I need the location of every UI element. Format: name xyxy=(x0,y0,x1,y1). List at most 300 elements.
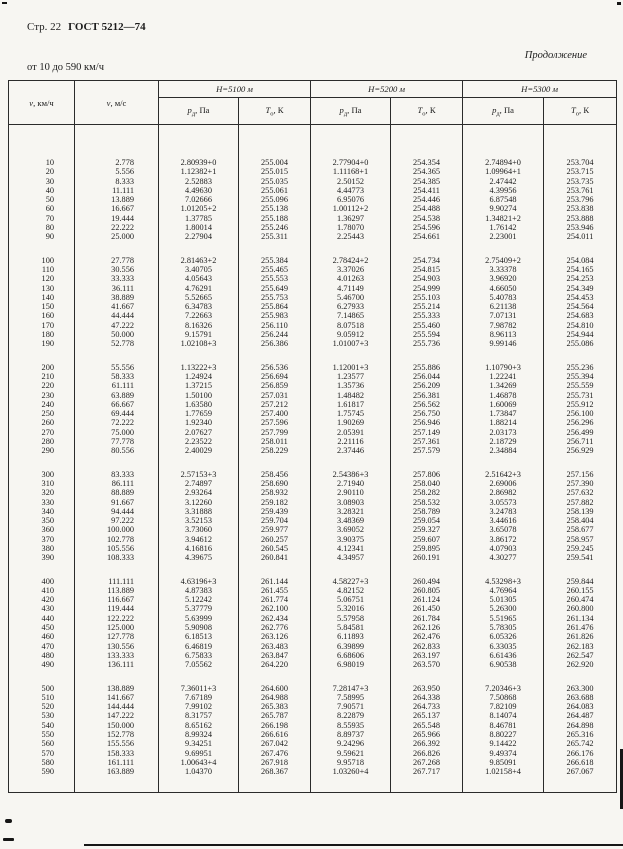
cell: 2.27904 xyxy=(159,232,239,241)
cell: 258.229 xyxy=(239,446,311,455)
spacer-cell xyxy=(75,125,159,159)
cell: 262.434 xyxy=(239,614,311,623)
cell: 264.988 xyxy=(239,693,311,702)
cell: 253.704 xyxy=(544,158,617,167)
cell: 255.736 xyxy=(391,339,463,348)
cell: 4.87383 xyxy=(159,586,239,595)
cell: 83.333 xyxy=(75,470,159,479)
cell: 9.95718 xyxy=(311,758,391,767)
cell: 258.011 xyxy=(239,437,311,446)
cell: 260.841 xyxy=(239,553,311,562)
spacer-cell xyxy=(9,125,75,159)
cell: 1.92340 xyxy=(159,418,239,427)
cell: 265.966 xyxy=(391,730,463,739)
cell: 1.12382+1 xyxy=(159,167,239,176)
spacer-cell xyxy=(9,563,75,577)
cell: 8.07518 xyxy=(311,321,391,330)
table-row xyxy=(9,339,617,348)
cell: 520 xyxy=(9,702,75,711)
document-number: ГОСТ 5212—74 xyxy=(68,21,146,33)
cell: 1.34269 xyxy=(463,381,544,390)
cell: 4.05643 xyxy=(159,274,239,283)
cell: 261.144 xyxy=(239,577,311,586)
cell: 254.365 xyxy=(391,167,463,176)
cell: 4.49630 xyxy=(159,186,239,195)
spacer-cell xyxy=(463,242,544,256)
table-row xyxy=(9,177,617,186)
scan-artifact-blob xyxy=(5,819,12,823)
cell: 36.111 xyxy=(75,284,159,293)
table-row xyxy=(9,767,617,776)
cell: 255.236 xyxy=(544,363,617,372)
cell: 7.67189 xyxy=(159,693,239,702)
cell: 256.536 xyxy=(239,363,311,372)
cell: 270 xyxy=(9,428,75,437)
cell: 259.327 xyxy=(391,525,463,534)
table-row xyxy=(9,418,617,427)
cell: 3.69052 xyxy=(311,525,391,534)
table-row xyxy=(9,311,617,320)
cell: 3.94612 xyxy=(159,535,239,544)
spacer-row xyxy=(9,670,617,684)
cell: 38.889 xyxy=(75,293,159,302)
spacer-cell xyxy=(544,125,617,159)
cell: 1.02158+4 xyxy=(463,767,544,776)
cell: 41.667 xyxy=(75,302,159,311)
cell: 61.111 xyxy=(75,381,159,390)
cell: 256.386 xyxy=(239,339,311,348)
spacer-cell xyxy=(544,456,617,470)
col-header-temperature-5100: $T_о$, К xyxy=(239,98,311,125)
table-row xyxy=(9,284,617,293)
cell: 254.815 xyxy=(391,265,463,274)
cell: 257.156 xyxy=(544,470,617,479)
cell: 3.33378 xyxy=(463,265,544,274)
spacer-cell xyxy=(75,242,159,256)
cell: 263.950 xyxy=(391,684,463,693)
cell: 1.76142 xyxy=(463,223,544,232)
cell: 260.155 xyxy=(544,586,617,595)
cell: 400 xyxy=(9,577,75,586)
cell: 130.556 xyxy=(75,642,159,651)
cell: 6.21138 xyxy=(463,302,544,311)
cell: 255.035 xyxy=(239,177,311,186)
table-row xyxy=(9,642,617,651)
cell: 8.99324 xyxy=(159,730,239,739)
cell: 257.390 xyxy=(544,479,617,488)
cell: 256.296 xyxy=(544,418,617,427)
cell: 9.15791 xyxy=(159,330,239,339)
cell: 265.316 xyxy=(544,730,617,739)
cell: 261.450 xyxy=(391,604,463,613)
cell: 290 xyxy=(9,446,75,455)
table-row xyxy=(9,614,617,623)
cell: 267.717 xyxy=(391,767,463,776)
cell: 320 xyxy=(9,488,75,497)
table-row xyxy=(9,204,617,213)
cell: 2.23001 xyxy=(463,232,544,241)
cell: 138.889 xyxy=(75,684,159,693)
cell: 105.556 xyxy=(75,544,159,553)
cell: 11.111 xyxy=(75,186,159,195)
cell: 80 xyxy=(9,223,75,232)
cell: 267.067 xyxy=(544,767,617,776)
cell: 254.999 xyxy=(391,284,463,293)
cell: 2.25443 xyxy=(311,232,391,241)
cell: 266.392 xyxy=(391,739,463,748)
cell: 6.98019 xyxy=(311,660,391,669)
table-row xyxy=(9,391,617,400)
cell: 5.84581 xyxy=(311,623,391,632)
cell: 261.455 xyxy=(239,586,311,595)
cell: 420 xyxy=(9,595,75,604)
cell: 4.71149 xyxy=(311,284,391,293)
spacer-cell xyxy=(391,125,463,159)
cell: 4.12341 xyxy=(311,544,391,553)
cell: 163.889 xyxy=(75,767,159,776)
spacer-row xyxy=(9,777,617,793)
cell: 58.333 xyxy=(75,372,159,381)
cell: 2.51642+3 xyxy=(463,470,544,479)
spacer-cell xyxy=(159,125,239,159)
cell: 265.137 xyxy=(391,711,463,720)
cell: 9.69951 xyxy=(159,749,239,758)
cell: 180 xyxy=(9,330,75,339)
cell: 1.12001+3 xyxy=(311,363,391,372)
cell: 256.859 xyxy=(239,381,311,390)
cell: 6.87548 xyxy=(463,195,544,204)
cell: 256.499 xyxy=(544,428,617,437)
cell: 130 xyxy=(9,284,75,293)
cell: 170 xyxy=(9,321,75,330)
cell: 255.465 xyxy=(239,265,311,274)
cell: 262.776 xyxy=(239,623,311,632)
cell: 2.71940 xyxy=(311,479,391,488)
spacer-cell xyxy=(159,777,239,793)
cell: 6.11893 xyxy=(311,632,391,641)
col-header-altitude-5300: Н=5300 м xyxy=(463,81,617,98)
cell: 255.004 xyxy=(239,158,311,167)
cell: 147.222 xyxy=(75,711,159,720)
cell: 140 xyxy=(9,293,75,302)
spacer-cell xyxy=(159,670,239,684)
cell: 8.96113 xyxy=(463,330,544,339)
table-row xyxy=(9,749,617,758)
cell: 8.80227 xyxy=(463,730,544,739)
cell: 254.596 xyxy=(391,223,463,232)
cell: 7.58995 xyxy=(311,693,391,702)
cell: 75.000 xyxy=(75,428,159,437)
cell: 257.149 xyxy=(391,428,463,437)
col-header-pressure-5100: $p_д$, Па xyxy=(159,98,239,125)
cell: 2.05391 xyxy=(311,428,391,437)
cell: 266.176 xyxy=(544,749,617,758)
cell: 88.889 xyxy=(75,488,159,497)
spacer-cell xyxy=(391,777,463,793)
spacer-cell xyxy=(9,349,75,363)
cell: 7.99102 xyxy=(159,702,239,711)
cell: 2.81463+2 xyxy=(159,256,239,265)
cell: 136.111 xyxy=(75,660,159,669)
col-header-speed-kmh: v, км/ч xyxy=(9,81,75,125)
cell: 255.864 xyxy=(239,302,311,311)
cell: 2.18729 xyxy=(463,437,544,446)
cell: 2.57153+3 xyxy=(159,470,239,479)
cell: 257.400 xyxy=(239,409,311,418)
cell: 256.750 xyxy=(391,409,463,418)
cell: 2.34884 xyxy=(463,446,544,455)
cell: 3.37026 xyxy=(311,265,391,274)
cell: 256.044 xyxy=(391,372,463,381)
altitude-header-row xyxy=(9,81,617,98)
cell: 255.731 xyxy=(544,391,617,400)
cell: 80.556 xyxy=(75,446,159,455)
table-row xyxy=(9,437,617,446)
cell: 19.444 xyxy=(75,214,159,223)
cell: 254.944 xyxy=(544,330,617,339)
cell: 3.08903 xyxy=(311,498,391,507)
cell: 260.474 xyxy=(544,595,617,604)
cell: 9.90274 xyxy=(463,204,544,213)
cell: 4.76964 xyxy=(463,586,544,595)
cell: 4.44773 xyxy=(311,186,391,195)
spacer-cell xyxy=(75,670,159,684)
cell: 133.333 xyxy=(75,651,159,660)
cell: 255.246 xyxy=(239,223,311,232)
cell: 257.212 xyxy=(239,400,311,409)
cell: 258.690 xyxy=(239,479,311,488)
cell: 258.282 xyxy=(391,488,463,497)
cell: 260.191 xyxy=(391,553,463,562)
cell: 265.742 xyxy=(544,739,617,748)
table-row xyxy=(9,302,617,311)
cell: 256.711 xyxy=(544,437,617,446)
table-row xyxy=(9,739,617,748)
spacer-row xyxy=(9,349,617,363)
cell: 1.04370 xyxy=(159,767,239,776)
cell: 1.60069 xyxy=(463,400,544,409)
cell: 255.188 xyxy=(239,214,311,223)
cell: 256.100 xyxy=(544,409,617,418)
cell: 255.559 xyxy=(544,381,617,390)
cell: 255.086 xyxy=(544,339,617,348)
spacer-row xyxy=(9,563,617,577)
cell: 266.826 xyxy=(391,749,463,758)
cell: 111.111 xyxy=(75,577,159,586)
cell: 262.126 xyxy=(391,623,463,632)
table-row xyxy=(9,223,617,232)
cell: 9.85091 xyxy=(463,758,544,767)
cell: 1.48482 xyxy=(311,391,391,400)
cell: 255.553 xyxy=(239,274,311,283)
cell: 16.667 xyxy=(75,204,159,213)
spacer-cell xyxy=(463,349,544,363)
table-row xyxy=(9,702,617,711)
spacer-cell xyxy=(311,125,391,159)
cell: 4.63196+3 xyxy=(159,577,239,586)
spacer-cell xyxy=(159,456,239,470)
cell: 258.139 xyxy=(544,507,617,516)
cell: 4.53298+3 xyxy=(463,577,544,586)
cell: 190 xyxy=(9,339,75,348)
atmosphere-data-table xyxy=(8,80,617,793)
cell: 263.197 xyxy=(391,651,463,660)
spacer-cell xyxy=(544,563,617,577)
cell: 266.618 xyxy=(544,758,617,767)
spacer-cell xyxy=(239,563,311,577)
cell: 8.55935 xyxy=(311,721,391,730)
cell: 590 xyxy=(9,767,75,776)
cell: 2.86982 xyxy=(463,488,544,497)
cell: 259.844 xyxy=(544,577,617,586)
spacer-cell xyxy=(391,670,463,684)
table-row xyxy=(9,730,617,739)
table-row xyxy=(9,632,617,641)
cell: 4.34957 xyxy=(311,553,391,562)
spacer-cell xyxy=(239,349,311,363)
cell: 260.257 xyxy=(239,535,311,544)
cell: 260 xyxy=(9,418,75,427)
cell: 440 xyxy=(9,614,75,623)
table-row xyxy=(9,553,617,562)
table-row xyxy=(9,158,617,167)
cell: 9.99146 xyxy=(463,339,544,348)
cell: 1.35736 xyxy=(311,381,391,390)
cell: 4.76291 xyxy=(159,284,239,293)
table-row xyxy=(9,256,617,265)
cell: 263.300 xyxy=(544,684,617,693)
spacer-row xyxy=(9,125,617,159)
table-row xyxy=(9,330,617,339)
cell: 102.778 xyxy=(75,535,159,544)
cell: 7.50868 xyxy=(463,693,544,702)
table-row xyxy=(9,186,617,195)
cell: 8.14074 xyxy=(463,711,544,720)
cell: 5.37779 xyxy=(159,604,239,613)
table-row xyxy=(9,167,617,176)
cell: 1.09964+1 xyxy=(463,167,544,176)
cell: 5.52665 xyxy=(159,293,239,302)
cell: 264.600 xyxy=(239,684,311,693)
cell: 530 xyxy=(9,711,75,720)
spacer-cell xyxy=(311,349,391,363)
cell: 113.889 xyxy=(75,586,159,595)
cell: 255.333 xyxy=(391,311,463,320)
cell: 262.833 xyxy=(391,642,463,651)
spacer-cell xyxy=(391,242,463,256)
cell: 264.338 xyxy=(391,693,463,702)
cell: 6.90538 xyxy=(463,660,544,669)
table-row xyxy=(9,479,617,488)
cell: 263.688 xyxy=(544,693,617,702)
cell: 2.03173 xyxy=(463,428,544,437)
cell: 255.311 xyxy=(239,232,311,241)
spacer-cell xyxy=(239,456,311,470)
cell: 4.16816 xyxy=(159,544,239,553)
cell: 255.214 xyxy=(391,302,463,311)
cell: 6.75833 xyxy=(159,651,239,660)
cell: 260.545 xyxy=(239,544,311,553)
page-header xyxy=(27,21,146,33)
table-row xyxy=(9,214,617,223)
cell: 1.77659 xyxy=(159,409,239,418)
table-row xyxy=(9,265,617,274)
spacer-cell xyxy=(463,456,544,470)
cell: 256.929 xyxy=(544,446,617,455)
cell: 97.222 xyxy=(75,516,159,525)
cell: 110 xyxy=(9,265,75,274)
cell: 91.667 xyxy=(75,498,159,507)
cell: 2.37446 xyxy=(311,446,391,455)
cell: 2.52883 xyxy=(159,177,239,186)
cell: 127.778 xyxy=(75,632,159,641)
cell: 263.126 xyxy=(239,632,311,641)
cell: 254.165 xyxy=(544,265,617,274)
spacer-cell xyxy=(311,777,391,793)
cell: 60 xyxy=(9,204,75,213)
cell: 370 xyxy=(9,535,75,544)
cell: 3.05573 xyxy=(463,498,544,507)
cell: 50 xyxy=(9,195,75,204)
cell: 77.778 xyxy=(75,437,159,446)
cell: 410 xyxy=(9,586,75,595)
table-row xyxy=(9,651,617,660)
table-row xyxy=(9,586,617,595)
cell: 6.34783 xyxy=(159,302,239,311)
spacer-cell xyxy=(159,242,239,256)
spacer-cell xyxy=(9,456,75,470)
cell: 7.07131 xyxy=(463,311,544,320)
cell: 2.07627 xyxy=(159,428,239,437)
table-row xyxy=(9,409,617,418)
cell: 5.90908 xyxy=(159,623,239,632)
cell: 50.000 xyxy=(75,330,159,339)
spacer-cell xyxy=(159,349,239,363)
spacer-cell xyxy=(159,563,239,577)
cell: 4.39956 xyxy=(463,186,544,195)
cell: 1.73847 xyxy=(463,409,544,418)
cell: 47.222 xyxy=(75,321,159,330)
cell: 2.21116 xyxy=(311,437,391,446)
cell: 69.444 xyxy=(75,409,159,418)
spacer-cell xyxy=(75,456,159,470)
cell: 1.88214 xyxy=(463,418,544,427)
cell: 254.011 xyxy=(544,232,617,241)
cell: 259.439 xyxy=(239,507,311,516)
cell: 261.774 xyxy=(239,595,311,604)
cell: 460 xyxy=(9,632,75,641)
spacer-cell xyxy=(9,670,75,684)
cell: 258.677 xyxy=(544,525,617,534)
table-row xyxy=(9,758,617,767)
cell: 9.59621 xyxy=(311,749,391,758)
spacer-cell xyxy=(463,670,544,684)
spacer-cell xyxy=(463,563,544,577)
cell: 5.12242 xyxy=(159,595,239,604)
cell: 33.333 xyxy=(75,274,159,283)
cell: 3.52153 xyxy=(159,516,239,525)
cell: 254.903 xyxy=(391,274,463,283)
cell: 94.444 xyxy=(75,507,159,516)
cell: 1.00112+2 xyxy=(311,204,391,213)
cell: 220 xyxy=(9,381,75,390)
cell: 254.253 xyxy=(544,274,617,283)
cell: 5.78305 xyxy=(463,623,544,632)
cell: 262.476 xyxy=(391,632,463,641)
spacer-cell xyxy=(544,349,617,363)
cell: 2.77904+0 xyxy=(311,158,391,167)
cell: 152.778 xyxy=(75,730,159,739)
